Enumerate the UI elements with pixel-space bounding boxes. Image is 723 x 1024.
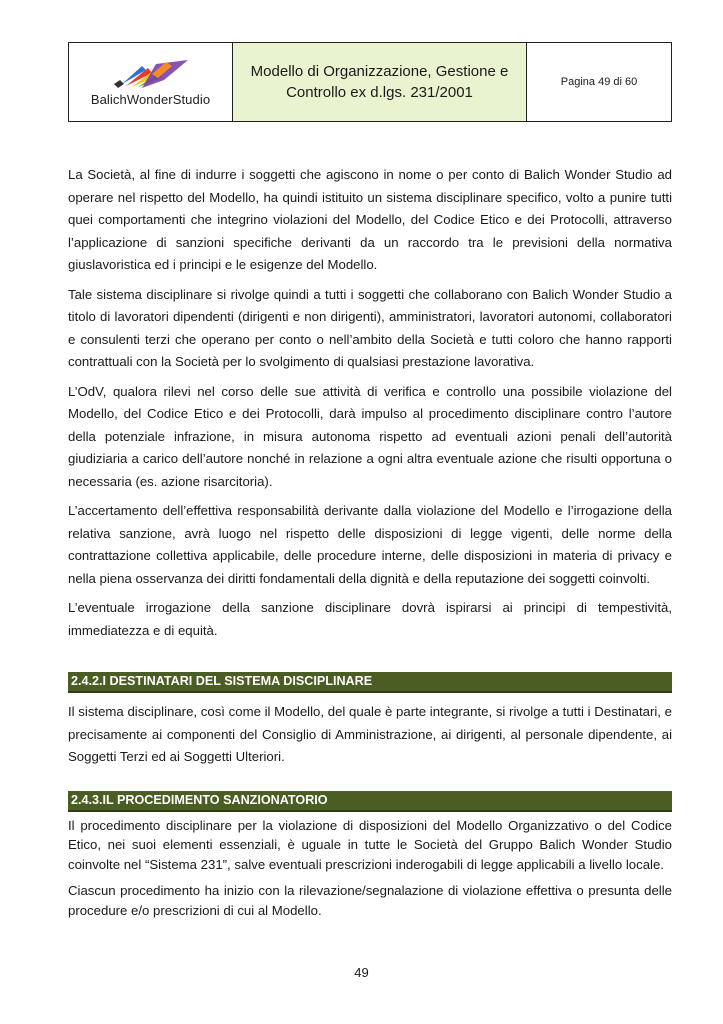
logo-cell [69,43,233,121]
body-paragraph: La Società, al fine di indurre i soggetti che agiscono in nome o per conto di Balich Wonder Studio ad operare nel rispetto del Modello, ha quindi istituito un sistema disciplinare specifico, volto a punire tutti quei comportamenti che integrino violazioni del Modello, del Codice Etico e dei Protocolli, attraverso l’applicazione di sanzioni specifiche derivanti da un raccordo tra le previsioni della normativa giuslavoristica ed i principi e le esigenze del Modello. [68,167,672,272]
document-body [68,164,672,927]
body-paragraph: Il sistema disciplinare, così come il Modello, del quale è parte integrante, si rivolge a tutti i Destinatari, e precisamente ai componenti del Consiglio di Amministrazione, ai dirigenti, al personale dipendente, ai Soggetti Terzi ed ai Soggetti Ulteriori. [68,704,672,764]
rainbow-pencil-logo-icon [112,58,190,90]
body-paragraph: Tale sistema disciplinare si rivolge quindi a tutti i soggetti che collaborano con Balich Wonder Studio a titolo di lavoratori dipendenti (dirigenti e non dirigenti), amministratori, lavoratori autonomi, collaboratori e consulenti terzi che operano per conto o nell’ambito della Società e tutti coloro che hanno rapporti contrattuali con la Società per lo svolgimento di qualsiasi prestazione lavorativa. [68,286,672,369]
body-paragraph: L’OdV, qualora rilevi nel corso delle sue attività di verifica e controllo una possibile violazione del Modello, del Codice Etico e dei Protocolli, darà impulso al procedimento disciplinare contro l’autore della potenziale infrazione, in misura autonoma rispetto ad eventuali azioni penali dell’autorità giudiziaria a carico dell’autore nonché in relazione a ogni altra eventuale azione che risulti opportuna o necessaria (es. azione risarcitoria). [68,383,672,489]
body-paragraph: Ciascun procedimento ha inizio con la rilevazione/segnalazione di violazione effettiva o presunta delle procedure e/o prescrizioni di cui al Modello. [68,883,672,918]
document-title: Modello di Organizzazione, Gestione e Controllo ex d.lgs. 231/2001 [233,43,527,121]
section-heading-procedimento: 2.4.3.IL PROCEDIMENTO SANZIONATORIO [68,791,672,812]
page-number: 49 [354,965,369,980]
body-paragraph: Il procedimento disciplinare per la violazione di disposizioni del Modello Organizzativo o del Codice Etico, nei suoi elementi essenziali, è uguale in tutte le Società del Gruppo Balich Wonder Studio coinvolte nel “Sistema 231”, salve eventuali prescrizioni inderogabili di legge applicabili a livello locale. [68,817,672,872]
body-paragraph: L’accertamento dell’effettiva responsabilità derivante dalla violazione del Modello e l’irrogazione della relativa sanzione, avrà luogo nel rispetto delle disposizioni di legge vigenti, delle norme della contrattazione collettiva applicabile, delle procedure interne, delle disposizioni in materia di privacy e nella piena osservanza dei diritti fondamentali della dignità e della reputazione dei soggetti coinvolti. [68,503,672,586]
logo-text: BalichWonderStudio [90,91,211,107]
document-header [68,42,672,122]
page-indicator: Pagina 49 di 60 [560,76,638,88]
body-paragraph: L’eventuale irrogazione della sanzione disciplinare dovrà ispirarsi ai principi di tempestività, immediatezza e di equità. [68,600,672,638]
section-heading-destinatari: 2.4.2.I DESTINATARI DEL SISTEMA DISCIPLINARE [68,672,672,693]
